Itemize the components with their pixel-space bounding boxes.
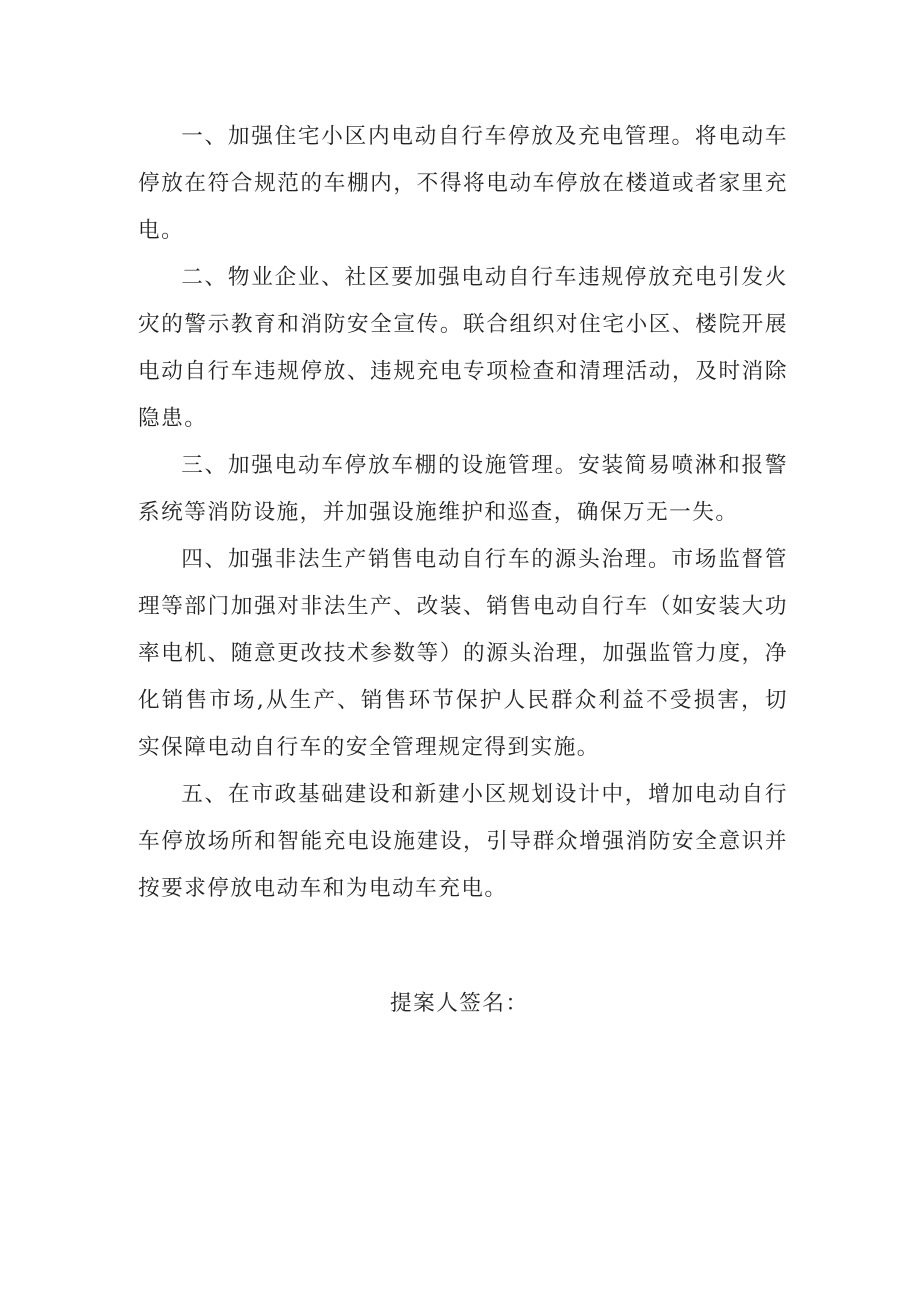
document-body: [138, 113, 788, 912]
paragraph-2: 二、物业企业、社区要加强电动自行车违规停放充电引发火灾的警示教育和消防安全宣传。联合组织对住宅小区、楼院开展电动自行车违规停放、违规充电专项检查和清理活动，及时消除隐患。: [138, 265, 788, 431]
paragraph-4: 四、加强非法生产销售电动自行车的源头治理。市场监督管理等部门加强对非法生产、改装、销售电动自行车（如安装大功率电机、随意更改技术参数等）的源头治理，加强监管力度，净化销售市场,从生产、销售环节保护人民群众利益不受损害，切实保障电动自行车的安全管理规定得到实施。: [138, 547, 788, 760]
paragraph-5: 五、在市政基础建设和新建小区规划设计中，增加电动自行车停放场所和智能充电设施建设，引导群众增强消防安全意识并按要求停放电动车和为电动车充电。: [138, 782, 788, 901]
paragraph-3: 三、加强电动车停放车棚的设施管理。安装简易喷淋和报警系统等消防设施，并加强设施维护和巡查，确保万无一失。: [138, 453, 788, 525]
signature-label: 提案人签名：: [390, 991, 529, 1016]
paragraph-1: 一、加强住宅小区内电动自行车停放及充电管理。将电动车停放在符合规范的车棚内，不得将电动车停放在楼道或者家里充电。: [138, 124, 788, 243]
